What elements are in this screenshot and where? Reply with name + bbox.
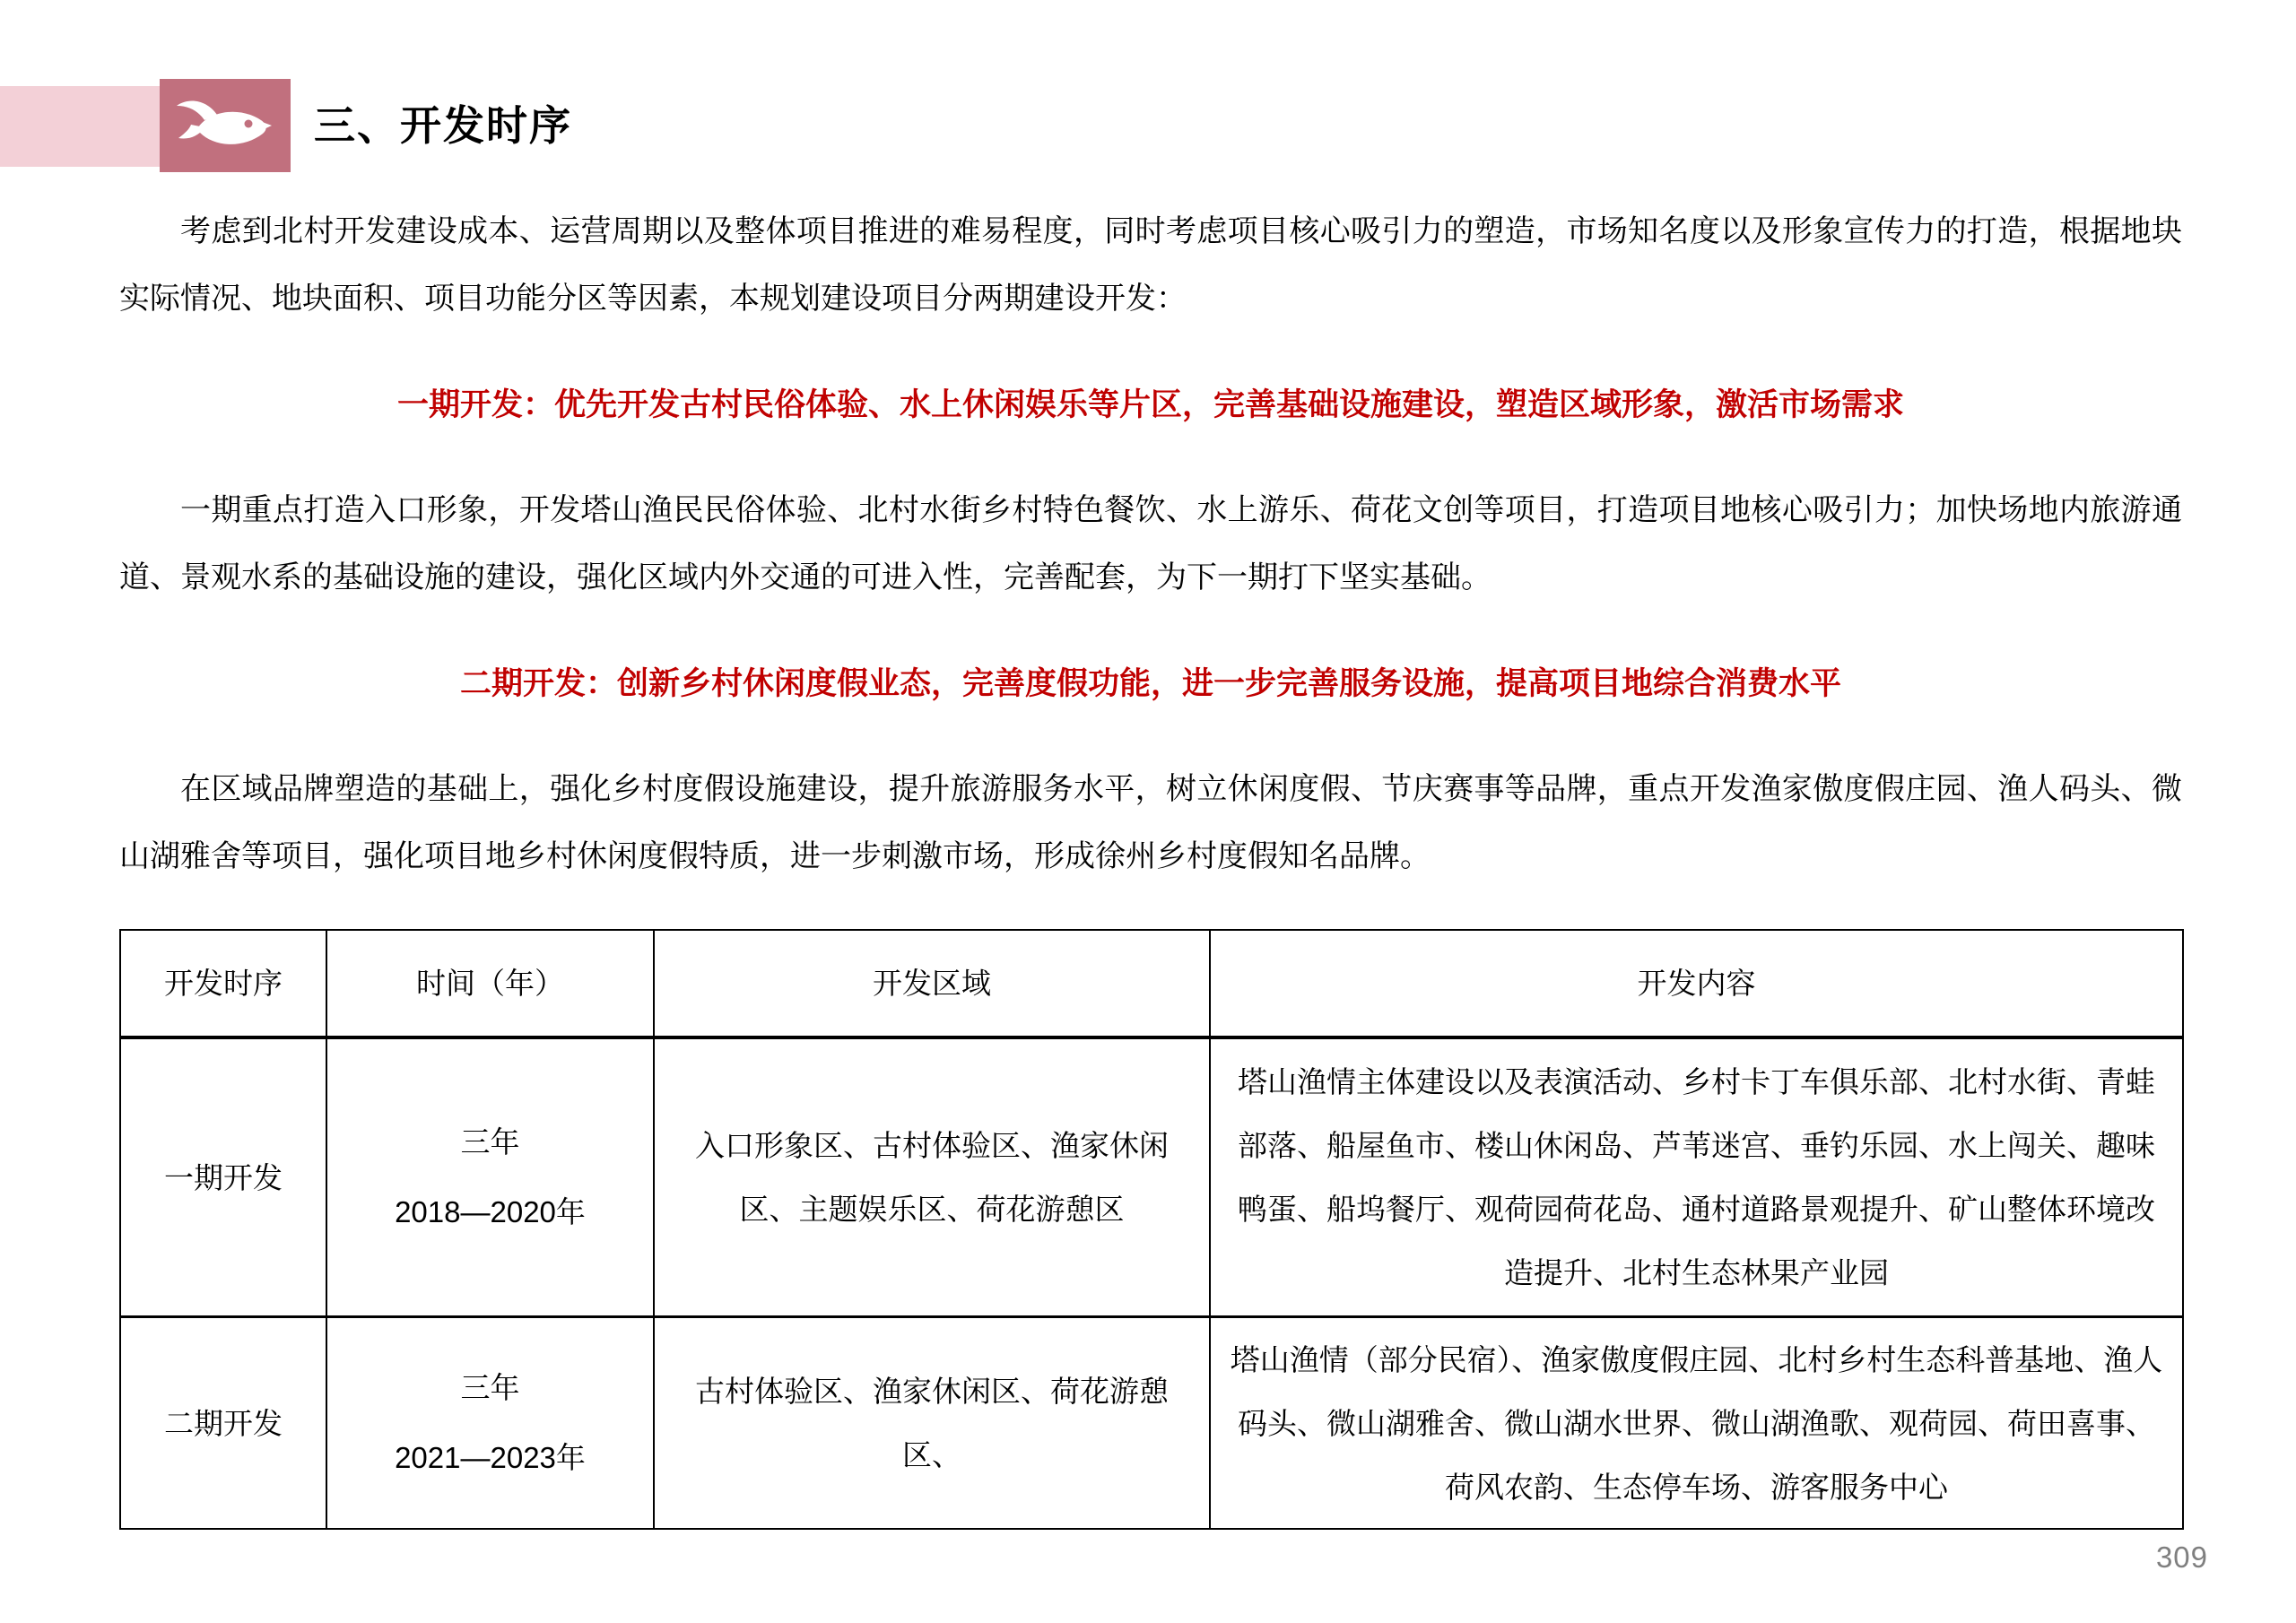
table-row — [120, 1037, 2183, 1317]
area-cell: 入口形象区、古村体验区、渔家休闲区、主题娱乐区、荷花游憩区 — [654, 1037, 1210, 1317]
time-duration: 三年 — [460, 1371, 520, 1404]
header-accent-band — [0, 86, 160, 167]
phase-cell: 一期开发 — [120, 1037, 326, 1317]
logo-box — [160, 79, 291, 172]
time-range: 2018—2020年 — [395, 1195, 586, 1228]
col-header-phase: 开发时序 — [120, 930, 326, 1037]
content-cell: 塔山渔情（部分民宿）、渔家傲度假庄园、北村乡村生态科普基地、渔人码头、微山湖雅舍、微山湖水世界、微山湖渔歌、观荷园、荷田喜事、荷风农韵、生态停车场、游客服务中心 — [1210, 1317, 2183, 1530]
table-header-row — [120, 930, 2183, 1037]
time-range: 2021—2023年 — [395, 1441, 586, 1474]
content-cell: 塔山渔情主体建设以及表演活动、乡村卡丁车俱乐部、北村水街、青蛙部落、船屋鱼市、楼山休闲岛、芦苇迷宫、垂钓乐园、水上闯关、趣味鸭蛋、船坞餐厅、观荷园荷花岛、通村道路景观提升、矿山整体环境改造提升、北村生态林果产业园 — [1210, 1037, 2183, 1317]
phase1-paragraph: 一期重点打造入口形象，开发塔山渔民民俗体验、北村水街乡村特色餐饮、水上游乐、荷花文创等项目，打造项目地核心吸引力；加快场地内旅游通道、景观水系的基础设施的建设，强化区域内外交通的可进入性，完善配套，为下一期打下坚实基础。 — [119, 493, 2182, 595]
development-schedule-table — [119, 929, 2184, 1530]
time-duration: 三年 — [460, 1125, 520, 1159]
area-cell: 古村体验区、渔家休闲区、荷花游憩区、 — [654, 1317, 1210, 1530]
page-number: 309 — [2155, 1541, 2208, 1574]
phase2-paragraph: 在区域品牌塑造的基础上，强化乡村度假设施建设，提升旅游服务水平，树立休闲度假、节庆赛事等品牌，重点开发渔家傲度假庄园、渔人码头、微山湖雅舍等项目，强化项目地乡村休闲度假特质，进一步刺激市场，形成徐州乡村度假知名品牌。 — [119, 772, 2182, 873]
phase2-heading: 二期开发：创新乡村休闲度假业态，完善度假功能，进一步完善服务设施，提高项目地综合消费水平 — [459, 666, 1841, 701]
table-row — [120, 1317, 2183, 1530]
content-area — [119, 198, 2182, 1530]
intro-paragraph: 考虑到北村开发建设成本、运营周期以及整体项目推进的难易程度，同时考虑项目核心吸引力的塑造，市场知名度以及形象宣传力的打造，根据地块实际情况、地块面积、项目功能分区等因素，本规划建设项目分两期建设开发： — [119, 214, 2182, 316]
col-header-time: 时间（年） — [326, 930, 654, 1037]
time-cell — [326, 1037, 654, 1317]
phase1-heading: 一期开发：优先开发古村民俗体验、水上休闲娱乐等片区，完善基础设施建设，塑造区域形象，激活市场需求 — [396, 387, 1904, 422]
time-cell — [326, 1317, 654, 1530]
page-title: 三、开发时序 — [314, 102, 572, 149]
phase-cell: 二期开发 — [120, 1317, 326, 1530]
col-header-content: 开发内容 — [1210, 930, 2183, 1037]
col-header-area: 开发区域 — [654, 930, 1210, 1037]
fish-icon — [175, 91, 275, 160]
